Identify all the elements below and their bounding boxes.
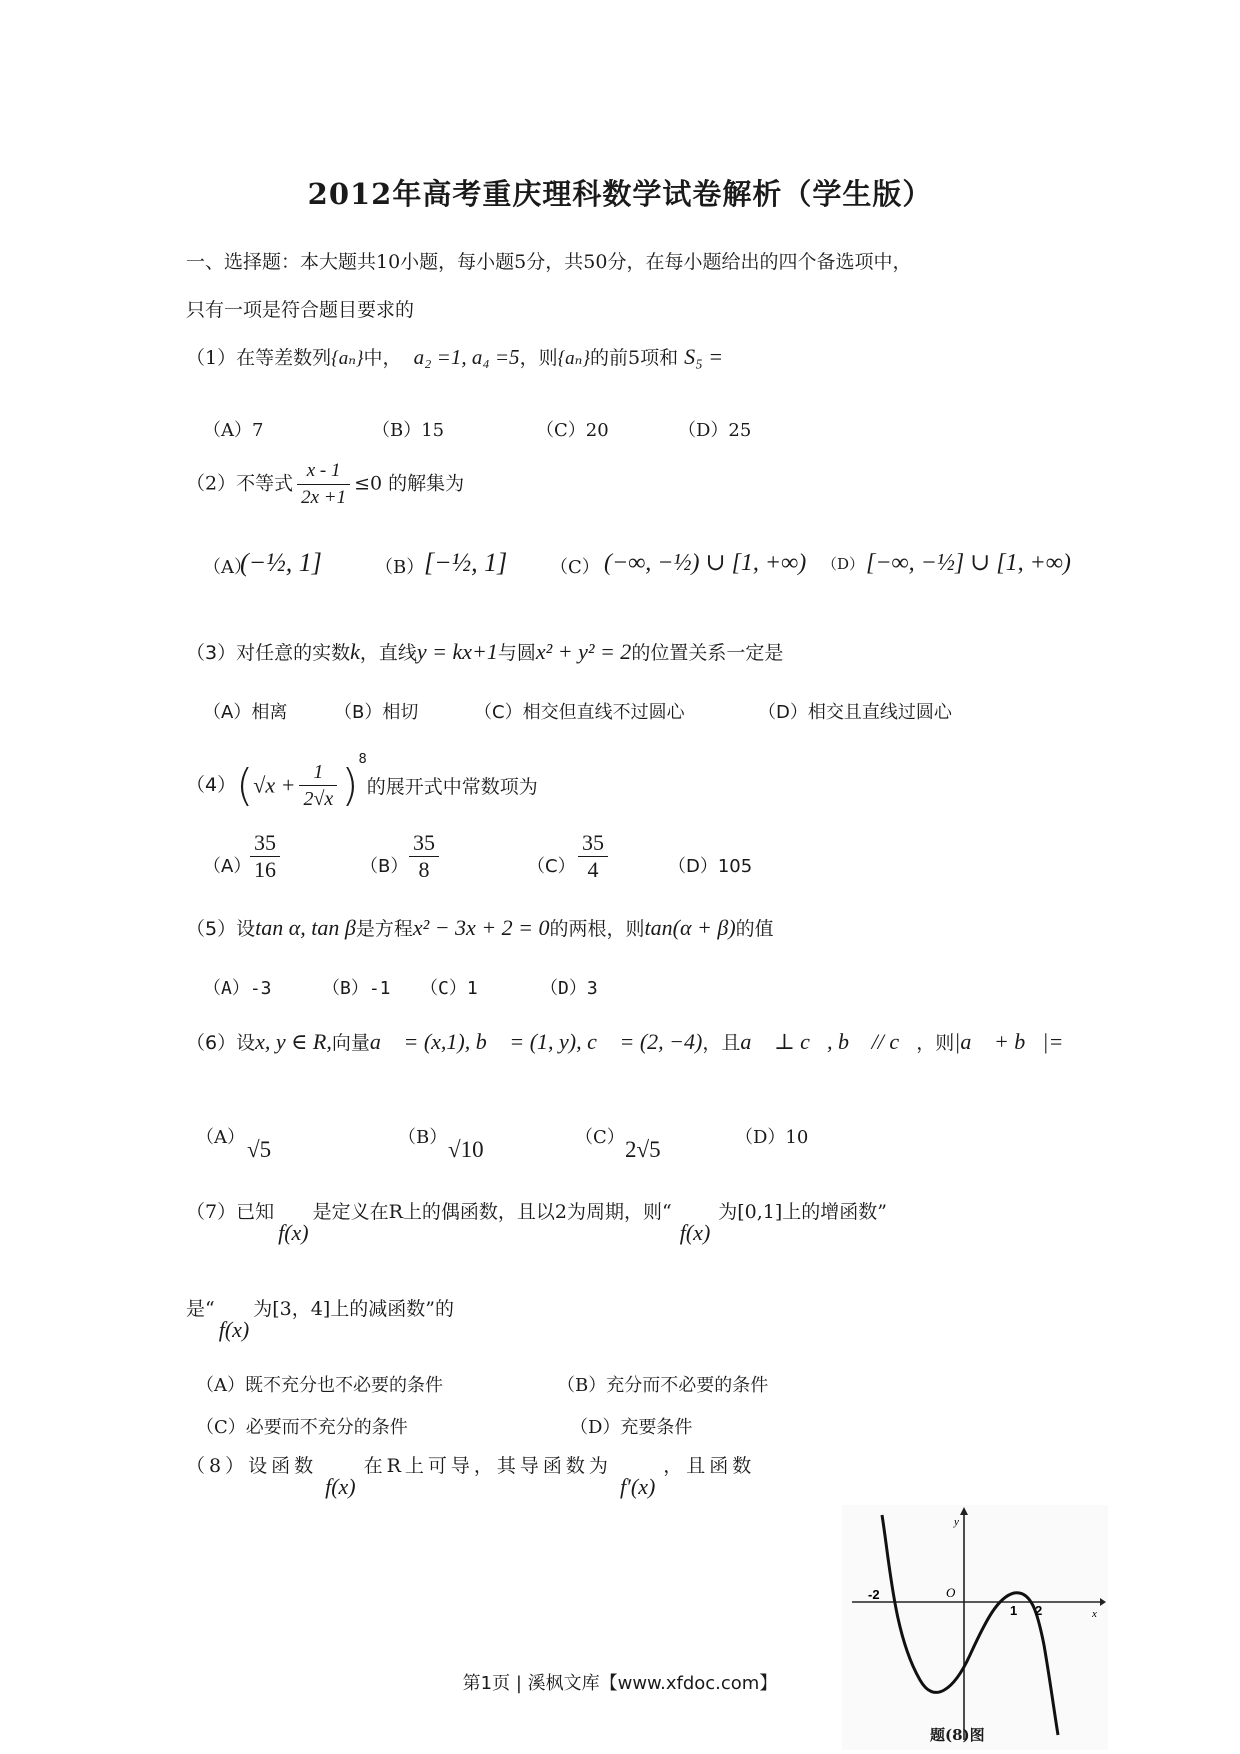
- q4-option-b-label: （B）: [360, 856, 409, 877]
- q7-option-b: （B）充分而不必要的条件: [557, 1375, 769, 1396]
- q1-sum: S₅ =: [684, 344, 724, 369]
- q6-option-b-label: （B）: [398, 1127, 448, 1148]
- q5-option-c: （C）1: [420, 978, 478, 999]
- q4-option-b: $\frac{35}{8}$: [405, 830, 443, 883]
- q6-option-d: （D）10: [735, 1127, 809, 1148]
- q6-option-c-label: （C）: [575, 1127, 625, 1148]
- q2-fraction: $\frac{x - 1}{2x +1}$: [297, 458, 350, 511]
- question-5: （5）设tan α, tan β是方程x² − 3x + 2 = 0的两根，则tan(α + β)的值: [186, 915, 774, 940]
- q1-condition: a₂ =1, a₄ =5: [413, 345, 520, 369]
- origin-label: O: [946, 1585, 956, 1600]
- q1-option-d: （D）25: [678, 420, 752, 441]
- section-heading-line2: 只有一项是符合题目要求的: [186, 299, 415, 321]
- tick-label-1: 1: [1010, 1603, 1018, 1618]
- q4-option-d: （D）105: [668, 856, 753, 877]
- q5-equation: x² − 3x + 2 = 0: [412, 915, 550, 940]
- q1-option-c: （C）20: [536, 420, 609, 441]
- q3-circle: x² + y² = 2: [535, 639, 632, 664]
- q4-option-c-label: （C）: [527, 856, 576, 877]
- q2-option-d: [−∞, −½] ∪ [1, +∞): [866, 550, 1071, 576]
- y-axis-label: y: [954, 1516, 959, 1528]
- q2-option-d-label: （D）: [822, 555, 865, 573]
- q6-vectors: a⃗ = (x,1), b⃗ = (1, y), c⃗ = (2, −4): [369, 1029, 703, 1054]
- q6-option-b: √10: [448, 1137, 484, 1162]
- q6-option-a-label: （A）: [196, 1127, 245, 1148]
- page-footer: 第1页 | 溪枫文库【www.xfdoc.com】: [462, 1673, 778, 1694]
- q8-figure-graph: [842, 1505, 1108, 1750]
- section-heading-line1: 一、选择题：本大题共10小题，每小题5分，共50分，在每小题给出的四个备选项中，: [186, 251, 912, 273]
- q2-option-b-label: （B）: [375, 557, 425, 578]
- question-4: （4）(√x + $\frac{1}{2√x}$ )$^8$的展开式中常数项为: [186, 752, 538, 811]
- q2-option-c: (−∞, −½) ∪ [1, +∞): [604, 550, 807, 576]
- q4-fraction: $\frac{1}{2√x}$: [299, 759, 337, 812]
- q5-option-a: （A）-3: [203, 978, 272, 999]
- q5-option-d: （D）3: [540, 978, 598, 999]
- q2-option-a-label: （A）: [203, 557, 252, 578]
- q7-option-d: （D）充要条件: [570, 1417, 693, 1438]
- q4-option-a: $\frac{35}{16}$: [246, 830, 284, 883]
- q1-option-b: （B）15: [372, 420, 445, 441]
- x-axis-label: x: [1092, 1608, 1097, 1620]
- question-2: （2）不等式 $\frac{x - 1}{2x +1}$ ≤0 的解集为: [186, 458, 464, 511]
- question-3: （3）对任意的实数k，直线y = kx+1与圆x² + y² = 2的位置关系一定是: [186, 639, 784, 664]
- figure-caption: 题(8)图: [930, 1726, 985, 1744]
- question-1: （1）在等差数列{aₙ}中， a₂ =1, a₄ =5，则{aₙ}的前5项和 S₅ =: [186, 344, 724, 369]
- question-6: （6）设x, y ∈ R,向量a⃗ = (x,1), b⃗ = (1, y), c⃗ = (2, −4)，且a⃗ ⊥ c⃗, b⃗ // c⃗，则|a⃗ + b⃗|=: [186, 1029, 1064, 1054]
- tick-label-minus-2: -2: [868, 1587, 880, 1602]
- q2-option-a: (−½, 1]: [240, 548, 322, 577]
- q5-option-b: （B）-1: [322, 978, 391, 999]
- q2-option-c-label: （C）: [550, 557, 600, 578]
- q8-fpx: f′(x): [619, 1474, 656, 1499]
- q2-option-b: [−½, 1]: [424, 548, 508, 577]
- q7-fx: f(x): [278, 1220, 309, 1245]
- q1-option-a: （A）7: [203, 420, 264, 441]
- q7-option-c: （C）必要而不充分的条件: [196, 1417, 408, 1438]
- q4-option-c: $\frac{35}{4}$: [574, 830, 612, 883]
- q6-option-c: 2√5: [625, 1137, 661, 1162]
- question-7-line1: （7）已知f(x)是定义在R上的偶函数，且以2为周期，则“f(x)为[0,1]上的增函数”: [186, 1201, 888, 1245]
- q3-option-d: （D）相交且直线过圆心: [758, 702, 952, 723]
- q6-option-a: √5: [247, 1137, 272, 1162]
- tick-label-2: 2: [1035, 1603, 1043, 1618]
- q7-option-a: （A）既不充分也不必要的条件: [196, 1375, 443, 1396]
- q3-option-c: （C）相交但直线不过圆心: [474, 702, 685, 723]
- q4-option-a-label: （A）: [203, 856, 252, 877]
- q3-option-a: （A）相离: [203, 702, 288, 723]
- q3-line: y = kx+1: [416, 639, 498, 664]
- q3-option-b: （B）相切: [334, 702, 419, 723]
- page-title: 2012年高考重庆理科数学试卷解析（学生版）: [307, 177, 933, 211]
- sequence-symbol: {aₙ}: [331, 348, 364, 369]
- q8-fx: f(x): [325, 1474, 356, 1499]
- question-7-line2: 是“f(x)为[3，4]上的减函数”的: [186, 1298, 454, 1342]
- question-8: （8）设函数f(x)在R上可导，其导函数为f′(x)，且函数: [186, 1455, 756, 1499]
